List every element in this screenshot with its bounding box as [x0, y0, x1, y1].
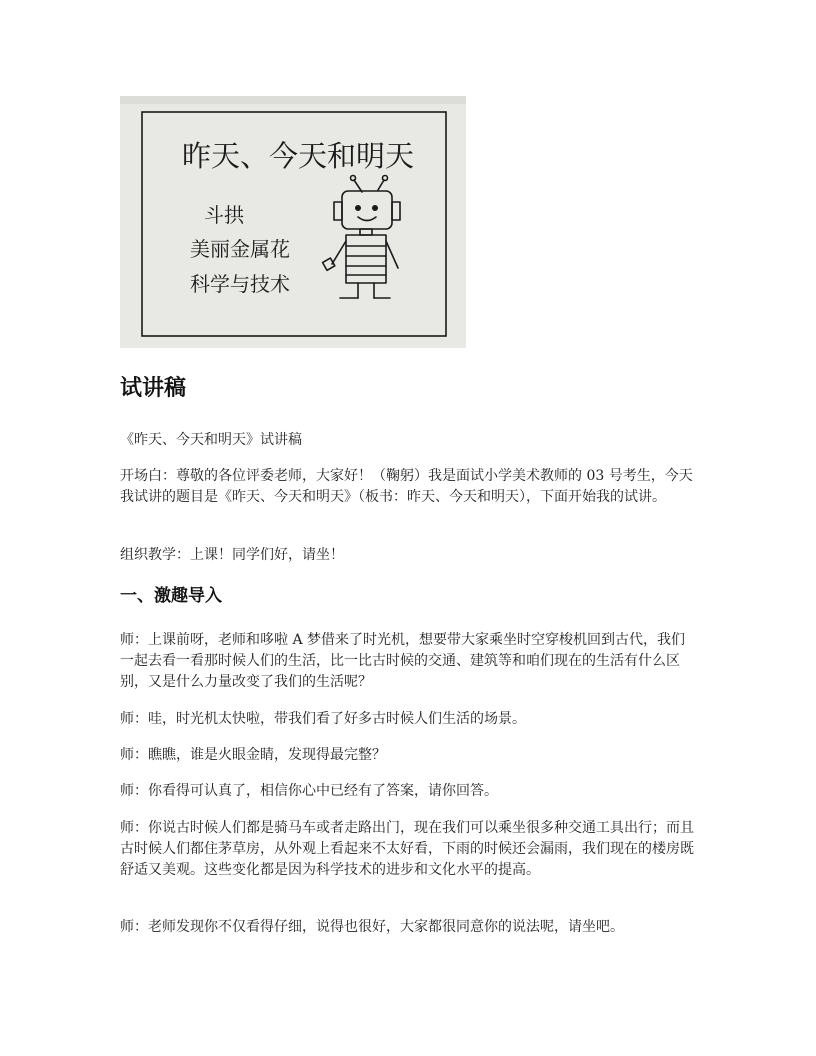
board-drawing: [120, 96, 466, 348]
board-line-1: 斗拱: [204, 203, 244, 227]
paragraph-2: 师：哇，时光机太快啦，带我们看了好多古时候人们生活的场景。: [120, 711, 526, 727]
paragraph-5: 师：你说古时候人们都是骑马车或者走路出门，现在我们可以乘坐很多种交通工具出行；而且古时候人们都住茅草房，从外观上看起来不太好看，下雨的时候还会漏雨，我们现在的楼房既舒适又美观。这些变化都是因为科学技术的进步和文化水平的提高。: [120, 820, 694, 878]
board-line-2: 美丽金属花: [190, 237, 290, 261]
board-title: 昨天、今天和明天: [182, 139, 415, 173]
board-line-3: 科学与技术: [190, 272, 290, 296]
paragraph-6: 师：老师发现你不仅看得仔细，说得也很好，大家都很同意你的说法呢，请坐吧。: [120, 919, 624, 935]
section-heading-1: 一、激趣导入: [120, 586, 222, 606]
paragraph-4: 师：你看得可认真了，相信你心中已经有了答案，请你回答。: [120, 783, 498, 799]
paragraph-1: 师：上课前呀，老师和哆啦 A 梦借来了时光机，想要带大家乘坐时空穿梭机回到古代，我们一起去看一看那时候人们的生活，比一比古时候的交通、建筑等和咱们现在的生活有什么区别，又是什么力量改变了我们的生活呢？: [120, 632, 686, 690]
doc-subtitle: 《昨天、今天和明天》试讲稿: [120, 432, 302, 448]
organize-paragraph: 组织教学：上课！同学们好，请坐！: [120, 547, 344, 563]
doc-title: 试讲稿: [120, 376, 187, 401]
opening-paragraph: 开场白：尊敬的各位评委老师，大家好！（鞠躬）我是面试小学美术教师的 03 号考生，今天我试讲的题目是《昨天、今天和明天》（板书：昨天、今天和明天），下面开始我的试讲。: [120, 468, 693, 505]
paragraph-3: 师：瞧瞧，谁是火眼金睛，发现得最完整？: [120, 747, 386, 763]
blackboard-photo: [120, 96, 466, 348]
